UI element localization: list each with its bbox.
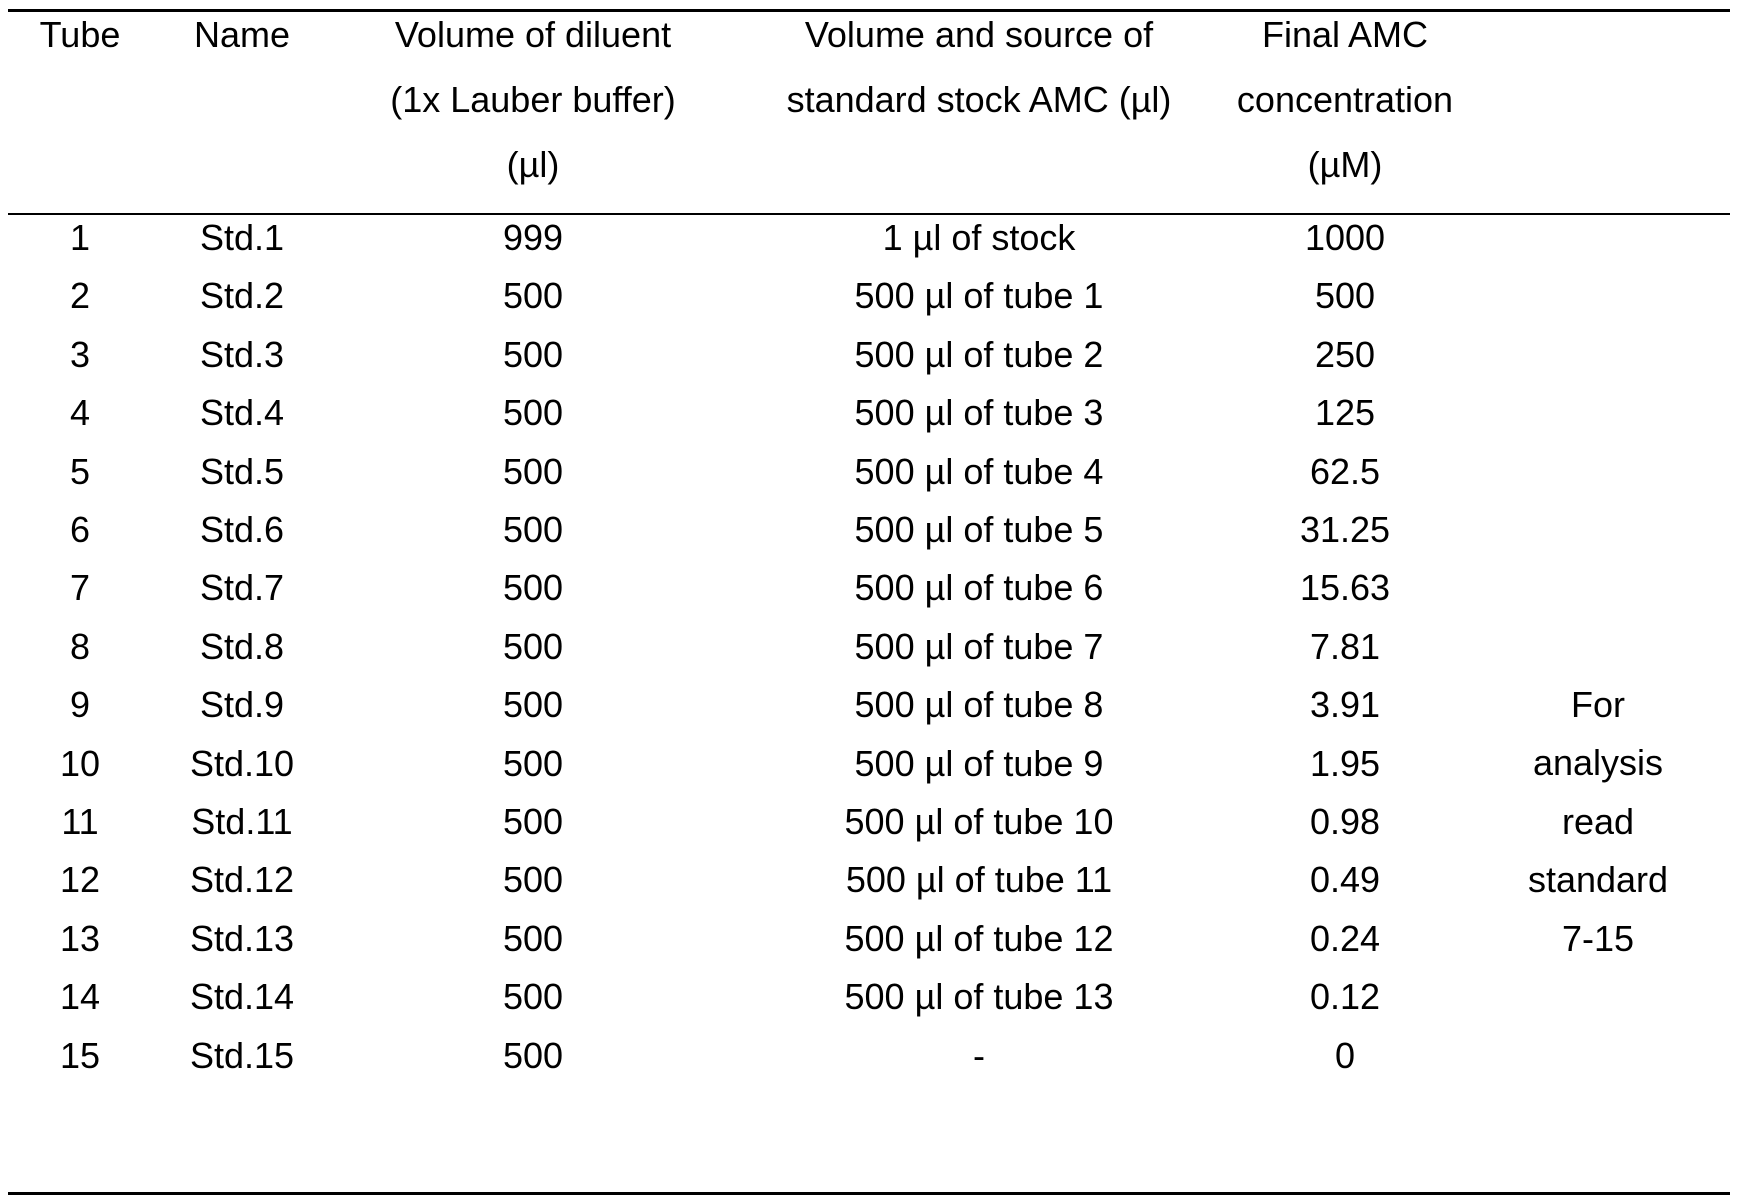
note-line: read (1561, 800, 1635, 842)
name-cell: Std.15 (189, 1035, 295, 1076)
name-cell: Std.14 (189, 976, 295, 1017)
tube-cell: 13 (59, 918, 101, 959)
source-volume-cell: 500 µl of tube 8 (854, 684, 1104, 725)
final-concentration-cell: 62.5 (1309, 451, 1381, 492)
tube-cell: 10 (59, 743, 101, 784)
name-cell: Std.9 (199, 684, 285, 725)
tube-cell: 1 (69, 217, 91, 258)
header-line: standard stock AMC (µl) (786, 79, 1172, 120)
diluent-volume-cell: 500 (502, 275, 564, 316)
table-top-rule (8, 9, 1730, 12)
source-volume-cell: 500 µl of tube 10 (844, 801, 1114, 842)
header-line: Volume of diluent (394, 14, 672, 55)
diluent-volume-cell: 500 (502, 976, 564, 1017)
diluent-volume-cell: 500 (502, 509, 564, 550)
final-concentration-cell: 125 (1314, 392, 1376, 433)
name-cell: Std.10 (189, 743, 295, 784)
tube-cell: 9 (69, 684, 91, 725)
source-volume-cell: 500 µl of tube 4 (854, 451, 1104, 492)
table-row (0, 1035, 1737, 1103)
header-line: Volume and source of (804, 14, 1154, 55)
header-line: (µl) (506, 144, 560, 185)
name-cell: Std.5 (199, 451, 285, 492)
source-volume-cell: - (973, 1035, 985, 1076)
source-volume-cell: 500 µl of tube 13 (844, 976, 1114, 1017)
diluent-volume-cell: 500 (502, 684, 564, 725)
header-source (734, 14, 1224, 147)
name-cell: Std.1 (199, 217, 285, 258)
source-volume-cell: 500 µl of tube 2 (854, 334, 1104, 375)
header-name (152, 14, 332, 82)
name-cell: Std.4 (199, 392, 285, 433)
name-cell: Std.2 (199, 275, 285, 316)
diluent-volume-cell: 500 (502, 801, 564, 842)
source-volume-cell: 500 µl of tube 9 (854, 743, 1104, 784)
header-line: Final AMC (1261, 14, 1429, 55)
tube-cell: 3 (69, 334, 91, 375)
header-tube (8, 14, 152, 82)
header-line: concentration (1236, 79, 1454, 120)
source-volume-cell: 500 µl of tube 3 (854, 392, 1104, 433)
tube-cell: 8 (69, 626, 91, 667)
header-line: Name (193, 14, 291, 55)
final-concentration-cell: 0 (1334, 1035, 1356, 1076)
header-final (1224, 14, 1466, 212)
diluent-volume-cell: 500 (502, 626, 564, 667)
tube-cell: 2 (69, 275, 91, 316)
note-line: For (1571, 684, 1625, 725)
header-line: (µM) (1307, 144, 1383, 185)
diluent-volume-cell: 500 (502, 392, 564, 433)
final-concentration-cell: 15.63 (1299, 567, 1391, 608)
header-line: (1x Lauber buffer) (390, 79, 676, 120)
source-volume-cell: 500 µl of tube 7 (854, 626, 1104, 667)
name-cell: Std.7 (199, 567, 285, 608)
final-concentration-cell: 0.49 (1309, 859, 1381, 900)
tube-cell: 4 (69, 392, 91, 433)
note-line: analysis (1532, 742, 1664, 784)
source-volume-cell: 500 µl of tube 12 (844, 918, 1114, 959)
diluent-volume-cell: 500 (502, 859, 564, 900)
diluent-volume-cell: 999 (502, 217, 564, 258)
analysis-note (1466, 684, 1730, 979)
name-cell: Std.3 (199, 334, 285, 375)
diluent-volume-cell: 500 (502, 1035, 564, 1076)
source-volume-cell: 500 µl of tube 1 (854, 275, 1104, 316)
header-diluent (332, 14, 734, 212)
source-volume-cell: 500 µl of tube 11 (845, 859, 1113, 900)
diluent-volume-cell: 500 (502, 743, 564, 784)
final-concentration-cell: 1.95 (1309, 743, 1381, 784)
final-concentration-cell: 3.91 (1309, 684, 1381, 725)
name-cell: Std.6 (199, 509, 285, 550)
source-volume-cell: 1 µl of stock (882, 217, 1076, 258)
final-concentration-cell: 0.24 (1309, 918, 1381, 959)
tube-cell: 7 (69, 567, 91, 608)
diluent-volume-cell: 500 (502, 918, 564, 959)
tube-cell: 5 (69, 451, 91, 492)
final-concentration-cell: 1000 (1304, 217, 1386, 258)
diluent-volume-cell: 500 (502, 567, 564, 608)
final-concentration-cell: 0.98 (1309, 801, 1381, 842)
final-concentration-cell: 31.25 (1299, 509, 1391, 550)
name-cell: Std.12 (189, 859, 295, 900)
note-line: standard (1527, 859, 1669, 901)
tube-cell: 11 (61, 801, 99, 842)
diluent-volume-cell: 500 (502, 334, 564, 375)
final-concentration-cell: 250 (1314, 334, 1376, 375)
note-line: 7-15 (1561, 917, 1635, 959)
source-volume-cell: 500 µl of tube 5 (854, 509, 1104, 550)
final-concentration-cell: 500 (1314, 275, 1376, 316)
diluent-volume-cell: 500 (502, 451, 564, 492)
table-header-rule (8, 213, 1730, 215)
header-line: Tube (39, 14, 121, 55)
tube-cell: 6 (69, 509, 91, 550)
name-cell: Std.8 (199, 626, 285, 667)
table-bottom-rule (8, 1192, 1730, 1195)
source-volume-cell: 500 µl of tube 6 (854, 567, 1104, 608)
name-cell: Std.11 (191, 801, 293, 842)
final-concentration-cell: 7.81 (1309, 626, 1381, 667)
final-concentration-cell: 0.12 (1309, 976, 1381, 1017)
name-cell: Std.13 (189, 918, 295, 959)
tube-cell: 14 (59, 976, 101, 1017)
tube-cell: 15 (59, 1035, 101, 1076)
tube-cell: 12 (59, 859, 101, 900)
